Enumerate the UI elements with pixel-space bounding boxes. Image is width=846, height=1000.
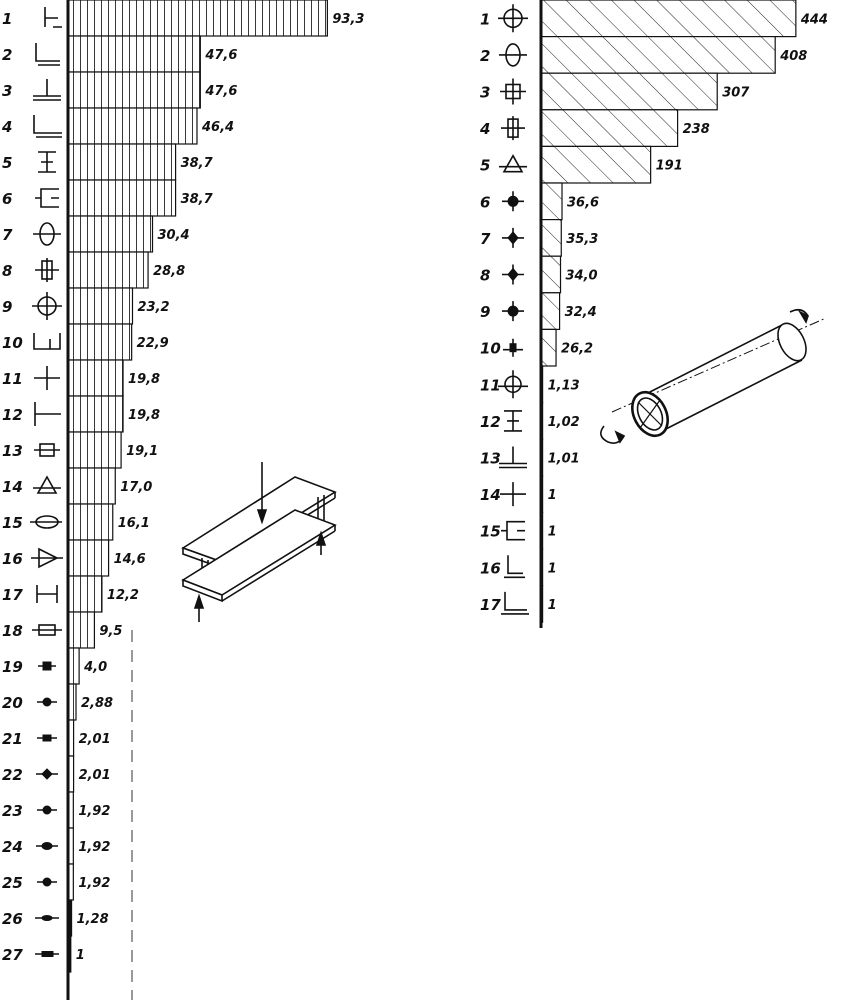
- tee-inverted-icon: [33, 79, 61, 100]
- angle-bottom-icon: [36, 43, 60, 65]
- row-index-6: 6: [480, 193, 491, 212]
- box-section-icon: [34, 444, 60, 456]
- value-label-5: 191: [655, 158, 683, 174]
- row-index-1: 1: [2, 10, 13, 28]
- bar-14: [68, 468, 115, 504]
- value-label-1: 93,3: [332, 12, 365, 27]
- row-index-18: 18: [2, 622, 23, 640]
- value-label-12: 19,8: [128, 408, 161, 423]
- value-label-14: 1: [547, 488, 557, 504]
- cross-icon: [500, 482, 526, 506]
- row-index-11: 11: [480, 376, 501, 395]
- row-index-12: 12: [2, 406, 23, 424]
- bar-2: [68, 36, 200, 72]
- row-index-14: 14: [480, 486, 501, 505]
- row-index-6: 6: [2, 190, 13, 208]
- row-index-4: 4: [480, 120, 491, 139]
- row-index-1: 1: [480, 10, 491, 29]
- value-label-6: 36,6: [567, 195, 600, 211]
- value-label-26: 1,28: [76, 912, 109, 927]
- value-label-6: 38,7: [180, 192, 213, 207]
- value-label-15: 1: [547, 524, 557, 540]
- bar-5: [541, 146, 651, 183]
- row-index-14: 14: [2, 478, 23, 496]
- bar-18: [68, 612, 94, 648]
- triangle-tube-icon: [499, 156, 527, 172]
- value-label-11: 19,8: [128, 372, 161, 387]
- small-square-solid-icon: [38, 662, 56, 670]
- row-index-2: 2: [480, 46, 491, 65]
- circle-tube-icon: [32, 292, 62, 320]
- small-rect-solid-icon: [37, 735, 57, 741]
- value-label-12: 1,02: [547, 414, 580, 430]
- value-label-9: 23,2: [137, 300, 170, 315]
- bar-9: [541, 293, 560, 330]
- small-solid-icon: [503, 339, 523, 357]
- value-label-23: 1,92: [78, 804, 111, 819]
- value-label-17: 12,2: [106, 588, 139, 603]
- value-label-16: 1: [547, 561, 557, 577]
- value-label-18: 9,5: [99, 624, 123, 639]
- tube-torsion-icon: [601, 310, 826, 443]
- small-oval-solid-icon: [36, 843, 58, 850]
- value-label-8: 28,8: [153, 264, 186, 279]
- value-label-7: 30,4: [157, 228, 190, 243]
- bar-15: [68, 504, 113, 540]
- row-index-25: 25: [2, 874, 23, 892]
- bar-2: [541, 37, 775, 74]
- value-label-9: 32,4: [564, 305, 597, 321]
- bar-13: [68, 432, 121, 468]
- i-beam-bending-icon: [183, 462, 335, 622]
- value-label-3: 47,6: [205, 84, 238, 99]
- small-disc-solid-icon: [37, 878, 57, 886]
- value-label-13: 1,01: [547, 451, 580, 467]
- row-index-5: 5: [2, 154, 13, 172]
- i-beam-icon: [504, 411, 522, 431]
- cross-icon: [34, 366, 60, 390]
- thin-oval-solid-icon: [35, 916, 59, 921]
- row-index-24: 24: [2, 838, 23, 856]
- value-label-15: 16,1: [117, 516, 150, 531]
- value-label-7: 35,3: [566, 231, 599, 247]
- value-label-11: 1,13: [547, 378, 580, 394]
- bar-8: [541, 256, 561, 293]
- bar-7: [541, 220, 561, 257]
- diamond-solid-icon: [502, 228, 524, 248]
- row-index-16: 16: [2, 550, 23, 568]
- bar-16: [68, 540, 109, 576]
- bar-6: [541, 183, 562, 220]
- value-label-4: 46,4: [201, 120, 235, 135]
- angle-long-icon: [501, 592, 529, 614]
- h-section-icon: [37, 585, 57, 603]
- disc-solid-icon: [502, 191, 524, 211]
- value-label-20: 2,88: [81, 696, 114, 711]
- hat-section-icon: [34, 333, 60, 349]
- row-index-15: 15: [2, 514, 23, 532]
- value-label-10: 26,2: [561, 341, 594, 357]
- angle-long-bottom-icon: [34, 115, 62, 137]
- value-label-22: 2,01: [78, 768, 111, 783]
- row-index-8: 8: [2, 262, 13, 280]
- value-label-14: 17,0: [120, 480, 153, 495]
- bar-3: [68, 72, 200, 108]
- flat-solid-icon: [35, 952, 59, 957]
- ellipse-tube-icon: [33, 223, 61, 245]
- bar-12: [68, 396, 123, 432]
- row-index-23: 23: [2, 802, 23, 820]
- bar-3: [541, 73, 717, 110]
- row-index-22: 22: [2, 766, 23, 784]
- bar-19: [68, 648, 79, 684]
- small-disc-solid-icon: [37, 698, 57, 706]
- value-label-21: 2,01: [78, 732, 111, 747]
- flat-oval-tube-icon: [30, 516, 62, 528]
- row-index-17: 17: [2, 586, 23, 604]
- disc-solid-icon: [502, 301, 524, 321]
- triangle-tube-icon: [33, 477, 61, 493]
- triangle-side-icon: [31, 549, 63, 567]
- chart-2: [479, 0, 828, 628]
- bar-10: [541, 329, 556, 366]
- value-label-10: 22,9: [136, 336, 169, 351]
- row-index-21: 21: [2, 730, 23, 748]
- value-label-16: 14,6: [113, 552, 146, 567]
- row-index-7: 7: [480, 229, 491, 248]
- value-label-13: 19,1: [126, 444, 159, 459]
- value-label-8: 34,0: [565, 268, 598, 284]
- tee-step-icon: [45, 7, 62, 27]
- row-index-10: 10: [2, 334, 23, 352]
- row-index-20: 20: [2, 694, 23, 712]
- tee-side-icon: [35, 402, 61, 426]
- row-index-13: 13: [2, 442, 23, 460]
- value-label-24: 1,92: [78, 840, 111, 855]
- bar-4: [541, 110, 678, 147]
- row-index-7: 7: [2, 226, 13, 244]
- row-index-12: 12: [480, 412, 501, 431]
- row-index-2: 2: [2, 46, 13, 64]
- row-index-16: 16: [480, 559, 501, 578]
- value-label-25: 1,92: [78, 876, 111, 891]
- bar-10: [68, 324, 132, 360]
- channel-icon: [501, 522, 525, 540]
- value-label-17: 1: [547, 597, 557, 613]
- tee-inverted-icon: [499, 447, 527, 468]
- row-index-9: 9: [480, 303, 491, 322]
- ellipse-tube-icon: [499, 44, 527, 66]
- diamond-solid-icon: [502, 265, 524, 285]
- row-index-13: 13: [480, 449, 501, 468]
- row-index-5: 5: [480, 156, 491, 175]
- rect-tube-icon: [35, 258, 59, 282]
- value-label-19: 4,0: [84, 660, 108, 675]
- value-label-1: 444: [800, 12, 828, 28]
- flat-rect-tube-icon: [32, 625, 62, 635]
- row-index-15: 15: [480, 522, 501, 541]
- angle-icon: [504, 555, 525, 577]
- i-beam-icon: [38, 152, 56, 172]
- bar-7: [68, 216, 153, 252]
- value-label-3: 307: [722, 85, 750, 101]
- bar-17: [68, 576, 102, 612]
- row-index-17: 17: [480, 595, 501, 614]
- row-index-10: 10: [480, 339, 501, 358]
- value-label-4: 238: [682, 122, 710, 138]
- bar-5: [68, 144, 176, 180]
- bar-4: [68, 108, 197, 144]
- bar-9: [68, 288, 132, 324]
- row-index-8: 8: [480, 266, 491, 285]
- row-index-3: 3: [2, 82, 13, 100]
- small-diamond-solid-icon: [36, 769, 58, 779]
- channel-icon: [35, 189, 59, 207]
- row-index-9: 9: [2, 298, 13, 316]
- row-index-11: 11: [2, 370, 23, 388]
- bar-6: [68, 180, 176, 216]
- bar-11: [68, 360, 123, 396]
- bar-1: [541, 0, 796, 37]
- row-index-19: 19: [2, 658, 23, 676]
- value-label-2: 408: [780, 48, 808, 64]
- square-tube-icon: [500, 79, 526, 105]
- value-label-27: 1: [75, 948, 85, 963]
- value-label-5: 38,7: [180, 156, 213, 171]
- rect-tube-icon: [501, 116, 525, 140]
- small-disc-solid-icon: [37, 806, 57, 814]
- bar-1: [68, 0, 327, 36]
- row-index-3: 3: [480, 83, 491, 102]
- value-label-2: 47,6: [205, 48, 238, 63]
- row-index-26: 26: [2, 910, 23, 928]
- row-index-4: 4: [2, 118, 13, 136]
- circle-tube-cross-icon: [498, 370, 528, 398]
- bar-8: [68, 252, 148, 288]
- circle-tube-icon: [498, 4, 528, 32]
- row-index-27: 27: [2, 946, 23, 964]
